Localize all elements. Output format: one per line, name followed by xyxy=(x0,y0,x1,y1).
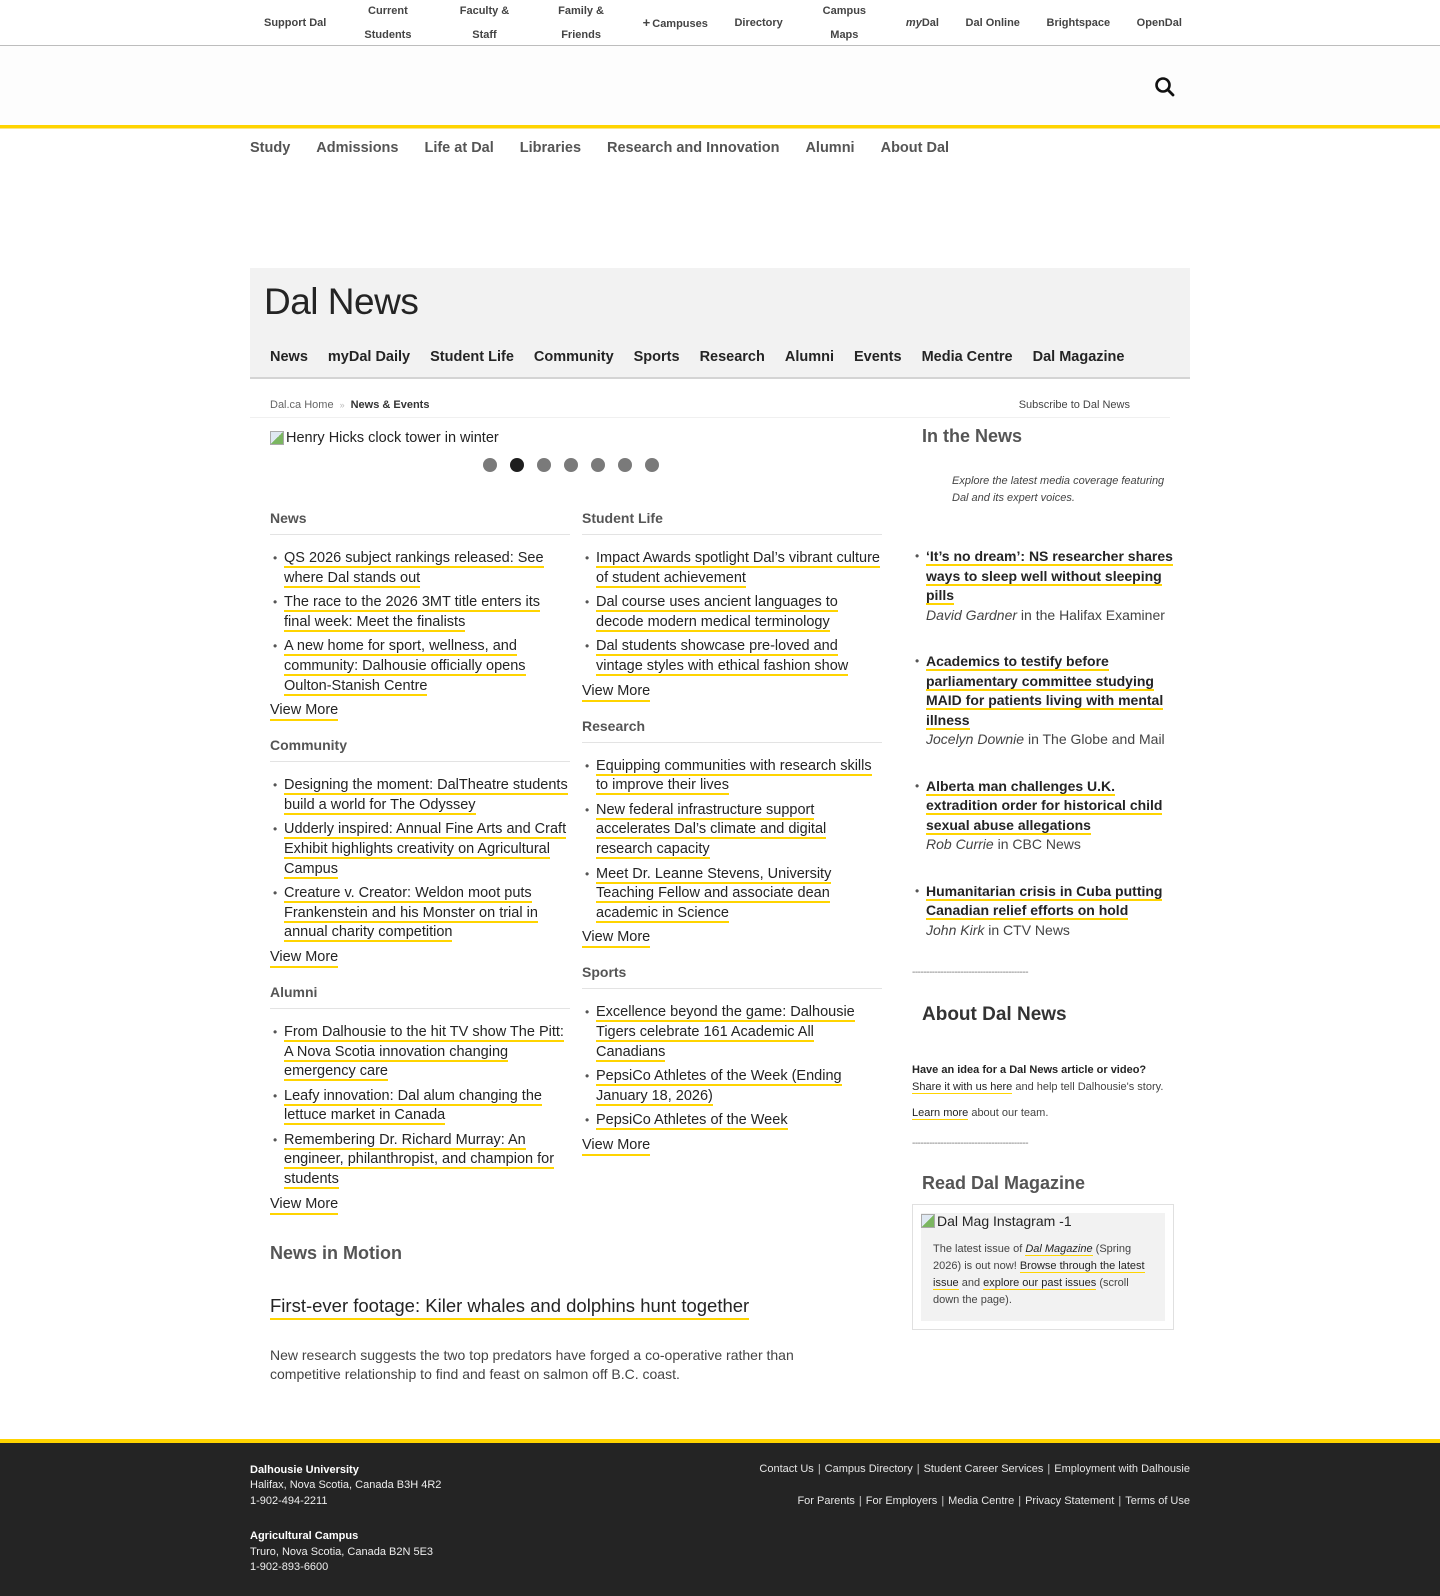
learn-more-link[interactable]: Learn more xyxy=(912,1107,969,1119)
list-item xyxy=(270,1087,570,1126)
tab-sports[interactable]: Sports xyxy=(633,349,680,365)
article-link[interactable]: Creature v. Creator: Weldon moot puts Frankenstein and his Monster on trial in annual charity competition xyxy=(284,885,538,941)
outlet-name: in CBC News xyxy=(993,836,1081,852)
about-learn-text xyxy=(912,1105,1174,1122)
breadcrumb-separator: » xyxy=(339,400,345,410)
dal-magazine-promo xyxy=(912,1173,1174,1330)
footer-addresses xyxy=(250,1463,441,1596)
list-item xyxy=(912,882,1174,941)
breadcrumb-home[interactable]: Dal.ca Home xyxy=(270,399,334,411)
view-more-link[interactable]: View More xyxy=(582,682,650,702)
nav-libraries[interactable]: Libraries xyxy=(519,140,582,156)
divider: ----------------------------------------- xyxy=(912,967,1029,978)
article-link[interactable]: Leafy innovation: Dal alum changing the lettuce market in Canada xyxy=(284,1087,542,1124)
list-item xyxy=(912,777,1174,855)
main-nav xyxy=(0,128,1440,168)
list-item xyxy=(582,865,882,924)
article-link[interactable]: Udderly inspired: Annual Fine Arts and Craft Exhibit highlights creativity on Agricultural Campus xyxy=(284,821,567,877)
util-support-dal[interactable]: Support Dal xyxy=(264,17,327,29)
section-title: Community xyxy=(270,737,570,762)
article-link[interactable]: PepsiCo Athletes of the Week (Ending January 18, 2026) xyxy=(596,1068,842,1104)
magazine-image[interactable] xyxy=(921,1213,1155,1229)
section-title: Student Life xyxy=(582,510,882,535)
section-community xyxy=(270,737,570,968)
list-item xyxy=(582,1067,882,1106)
news-in-motion-summary: New research suggests the two top predators have forged a co-operative rather than competitive relationship to find and feast on salmon off B.C. coast. xyxy=(270,1346,794,1383)
article-link[interactable]: PepsiCo Athletes of the Week xyxy=(596,1112,788,1129)
magazine-name-link[interactable]: Dal Magazine xyxy=(1025,1242,1093,1255)
about-learn-rest: about our team. xyxy=(968,1107,1049,1119)
sidebar xyxy=(912,418,1174,1385)
footer-privacy[interactable]: Privacy Statement xyxy=(1025,1494,1115,1507)
broken-image-icon xyxy=(921,1214,935,1228)
outlet-name: in the Halifax Examiner xyxy=(1017,606,1165,623)
list-item xyxy=(582,801,882,860)
tab-community[interactable]: Community xyxy=(533,349,614,365)
list-item xyxy=(582,1003,882,1062)
view-more-link[interactable]: View More xyxy=(270,1195,338,1215)
main-column xyxy=(270,418,882,1385)
footer-contact-us[interactable]: Contact Us xyxy=(759,1462,814,1475)
section-research xyxy=(582,718,882,949)
list-item xyxy=(270,1131,570,1190)
footer-media-centre[interactable]: Media Centre xyxy=(948,1494,1015,1507)
util-mydal[interactable] xyxy=(906,11,939,35)
nav-about-dal[interactable]: About Dal xyxy=(880,140,950,156)
news-in-motion-title: News in Motion xyxy=(270,1242,402,1263)
util-campuses[interactable] xyxy=(643,11,708,36)
footer-employment[interactable]: Employment with Dalhousie xyxy=(1054,1462,1190,1475)
campus-phone: 1-902-893-6600 xyxy=(250,1561,329,1574)
breadcrumb xyxy=(270,399,429,411)
tab-events[interactable]: Events xyxy=(854,349,902,365)
site-footer xyxy=(0,1439,1440,1596)
nav-life-at-dal[interactable]: Life at Dal xyxy=(424,140,494,156)
footer-for-parents[interactable]: For Parents xyxy=(797,1494,855,1507)
view-more-link[interactable]: View More xyxy=(582,1136,650,1156)
media-article-link[interactable]: Humanitarian crisis in Cuba putting Canadian relief efforts on hold xyxy=(926,882,1163,918)
about-idea-text xyxy=(912,1062,1174,1095)
campus-name: Dalhousie University xyxy=(250,1463,359,1476)
carousel-dot-5[interactable] xyxy=(591,458,605,472)
section-sports xyxy=(582,964,882,1156)
about-title: About Dal News xyxy=(922,1004,1067,1025)
expert-name: Jocelyn Downie xyxy=(926,731,1025,747)
footer-terms[interactable]: Terms of Use xyxy=(1125,1494,1190,1507)
expert-name: Rob Currie xyxy=(926,836,994,852)
nav-study[interactable]: Study xyxy=(250,140,291,156)
tab-dal-magazine[interactable]: Dal Magazine xyxy=(1032,349,1125,365)
plus-icon: + xyxy=(642,14,651,30)
list-item xyxy=(270,549,570,588)
outlet-name: in The Globe and Mail xyxy=(1024,731,1165,747)
news-in-motion xyxy=(270,1243,882,1385)
masthead xyxy=(0,46,1440,128)
util-opendal[interactable]: OpenDal xyxy=(1136,17,1182,29)
article-link[interactable]: The race to the 2026 3MT title enters its final week: Meet the finalists xyxy=(284,594,541,630)
util-family-friends[interactable]: Family & Friends xyxy=(558,5,604,41)
footer-campus-halifax xyxy=(250,1463,441,1510)
list-item xyxy=(582,549,882,588)
breadcrumb-row xyxy=(250,379,1170,418)
article-link[interactable]: Remembering Dr. Richard Murray: An engineer, philanthropist, and champion for students xyxy=(284,1131,555,1188)
list-item xyxy=(582,637,882,676)
campus-address: Truro, Nova Scotia, Canada B2N 5E3 xyxy=(250,1545,434,1558)
carousel-dot-7[interactable] xyxy=(645,458,659,472)
magazine-text xyxy=(921,1229,1155,1309)
browse-latest-link[interactable]: Browse through the latest issue xyxy=(933,1259,1145,1289)
article-link[interactable]: QS 2026 subject rankings released: See where Dal stands out xyxy=(284,550,544,586)
breadcrumb-current: News & Events xyxy=(350,399,430,411)
carousel-image-alt: Henry Hicks clock tower in winter xyxy=(286,430,499,446)
in-the-news-list xyxy=(912,547,1174,940)
carousel-dots xyxy=(270,458,882,472)
footer-for-employers[interactable]: For Employers xyxy=(865,1494,938,1507)
carousel-dot-3[interactable] xyxy=(537,458,551,472)
carousel-image[interactable] xyxy=(270,430,882,446)
campus-phone: 1-902-494-2211 xyxy=(250,1494,328,1507)
magazine-text-part: (Spring 2026) is out now! xyxy=(933,1242,1132,1272)
list-item xyxy=(270,884,570,943)
share-link[interactable]: Share it with us here xyxy=(912,1080,1013,1093)
section-title: Research xyxy=(582,718,882,743)
outlet-name: in CTV News xyxy=(984,921,1070,938)
nav-admissions[interactable]: Admissions xyxy=(316,140,399,156)
section-student-life xyxy=(582,510,882,702)
view-more-link[interactable]: View More xyxy=(270,701,338,721)
tab-mydal-daily[interactable]: myDal Daily xyxy=(327,349,411,365)
view-more-link[interactable]: View More xyxy=(270,948,338,968)
about-dal-news xyxy=(912,1004,1174,1122)
article-link[interactable]: Equipping communities with research skills to improve their lives xyxy=(596,757,872,794)
tab-student-life[interactable]: Student Life xyxy=(430,349,514,365)
tab-media-centre[interactable]: Media Centre xyxy=(921,349,1013,365)
section-title: News xyxy=(270,510,570,535)
tab-research[interactable]: Research xyxy=(699,349,765,365)
about-idea-rest: and help tell Dalhousie's story. xyxy=(1012,1080,1164,1093)
list-item xyxy=(270,820,570,879)
in-the-news-title: In the News xyxy=(922,426,1023,446)
util-brightspace[interactable]: Brightspace xyxy=(1046,17,1111,29)
section-title: Alumni xyxy=(270,984,570,1009)
expert-name: David Gardner xyxy=(926,606,1018,623)
util-directory[interactable]: Directory xyxy=(734,17,783,29)
util-mydal-rest: Dal xyxy=(921,17,939,29)
news-tabs xyxy=(264,349,1176,365)
article-link[interactable]: Designing the moment: DalTheatre students build a world for The Odyssey xyxy=(284,777,568,813)
search-icon xyxy=(1154,76,1176,98)
broken-image-icon xyxy=(270,431,284,445)
dal-news-header xyxy=(250,268,1190,1385)
footer-campus-directory[interactable]: Campus Directory xyxy=(824,1462,913,1475)
about-idea-bold: Have an idea for a Dal News article or video? xyxy=(912,1064,1147,1076)
article-link[interactable]: Excellence beyond the game: Dalhousie Tigers celebrate 161 Academic All Canadians xyxy=(596,1004,855,1060)
article-link[interactable]: A new home for sport, wellness, and community: Dalhousie officially opens Oulton-Stanish Centre xyxy=(284,638,526,694)
article-link[interactable]: New federal infrastructure support accelerates Dal’s climate and digital research capacity xyxy=(596,801,827,857)
list-item xyxy=(582,757,882,796)
carousel-dot-1[interactable] xyxy=(483,458,497,472)
nav-alumni[interactable]: Alumni xyxy=(805,140,855,156)
util-current-students[interactable]: Current Students xyxy=(364,5,412,41)
divider: ----------------------------------------- xyxy=(912,1137,1029,1149)
util-faculty-staff[interactable]: Faculty & Staff xyxy=(459,5,510,41)
media-source xyxy=(926,606,1174,626)
nav-research-innovation[interactable]: Research and Innovation xyxy=(607,140,780,156)
footer-career-services[interactable]: Student Career Services xyxy=(923,1462,1044,1475)
media-source xyxy=(926,921,1174,941)
media-source xyxy=(926,835,1174,855)
section-title: Sports xyxy=(582,964,882,989)
list-item xyxy=(270,593,570,632)
in-the-news-intro: Explore the latest media coverage featuring Dal and its expert voices. xyxy=(952,475,1165,504)
article-link[interactable]: Meet Dr. Leanne Stevens, University Teaching Fellow and associate dean academic in Science xyxy=(596,865,832,921)
campus-name: Agricultural Campus xyxy=(250,1530,359,1543)
section-alumni xyxy=(270,984,570,1215)
news-in-motion-headline[interactable]: First-ever footage: Kiler whales and dolphins hunt together xyxy=(270,1294,749,1320)
footer-links: Contact Us | Campus Directory | Student Career Services | Employment with Dalhousie For Parents | For Employers | Media Centre | Privacy Statement | Terms of Use xyxy=(759,1462,1190,1507)
carousel-dot-2[interactable] xyxy=(510,458,524,472)
sections-right-column xyxy=(582,510,882,1231)
section-news xyxy=(270,510,570,721)
magazine-text-part: The latest issue of xyxy=(933,1242,1026,1255)
list-item xyxy=(270,637,570,696)
search-button[interactable] xyxy=(1154,76,1176,98)
media-article-link[interactable]: Academics to testify before parliamentary committee studying MAID for patients living with mental illness xyxy=(926,653,1164,728)
past-issues-link[interactable]: explore our past issues xyxy=(983,1276,1097,1289)
article-link[interactable]: From Dalhousie to the hit TV show The Pitt: A Nova Scotia innovation changing emergency care xyxy=(284,1023,564,1080)
carousel-dot-4[interactable] xyxy=(564,458,578,472)
media-article-link[interactable]: ‘It’s no dream’: NS researcher shares ways to sleep well without sleeping pills xyxy=(926,548,1173,603)
article-link[interactable]: Dal course uses ancient languages to decode modern medical terminology xyxy=(596,594,838,630)
media-source xyxy=(926,730,1174,750)
page-title: Dal News xyxy=(264,281,419,322)
view-more-link[interactable]: View More xyxy=(582,928,650,948)
list-item xyxy=(912,547,1174,625)
media-article-link[interactable]: Alberta man challenges U.K. extradition order for historical child sexual abuse allegations xyxy=(926,777,1163,833)
list-item xyxy=(912,652,1174,750)
tab-alumni[interactable]: Alumni xyxy=(784,349,834,365)
util-mydal-italic: my xyxy=(905,17,922,29)
magazine-title: Read Dal Magazine xyxy=(922,1172,1086,1193)
magazine-image-alt: Dal Mag Instagram -1 xyxy=(937,1212,1072,1229)
magazine-text-part: and xyxy=(958,1276,984,1289)
subscribe-link[interactable]: Subscribe to Dal News xyxy=(1018,399,1130,411)
footer-campus-truro xyxy=(250,1529,441,1576)
list-item xyxy=(270,776,570,815)
article-link[interactable]: Dal students showcase pre-loved and vintage styles with ethical fashion show xyxy=(596,638,849,674)
list-item xyxy=(270,1023,570,1082)
list-item xyxy=(582,1111,882,1131)
util-campus-maps[interactable]: Campus Maps xyxy=(822,5,867,41)
utility-bar xyxy=(0,0,1440,46)
util-campuses-label: Campuses xyxy=(652,17,708,30)
article-link[interactable]: Impact Awards spotlight Dal’s vibrant culture of student achievement xyxy=(596,550,880,586)
tab-news[interactable]: News xyxy=(270,349,308,365)
sections-left-column xyxy=(270,510,570,1231)
carousel-dot-6[interactable] xyxy=(618,458,632,472)
list-item xyxy=(582,593,882,632)
campus-address: Halifax, Nova Scotia, Canada B3H 4R2 xyxy=(250,1479,442,1492)
magazine-text-part: (scroll down the page). xyxy=(933,1276,1129,1306)
util-dal-online[interactable]: Dal Online xyxy=(965,17,1020,29)
expert-name: John Kirk xyxy=(926,921,985,938)
